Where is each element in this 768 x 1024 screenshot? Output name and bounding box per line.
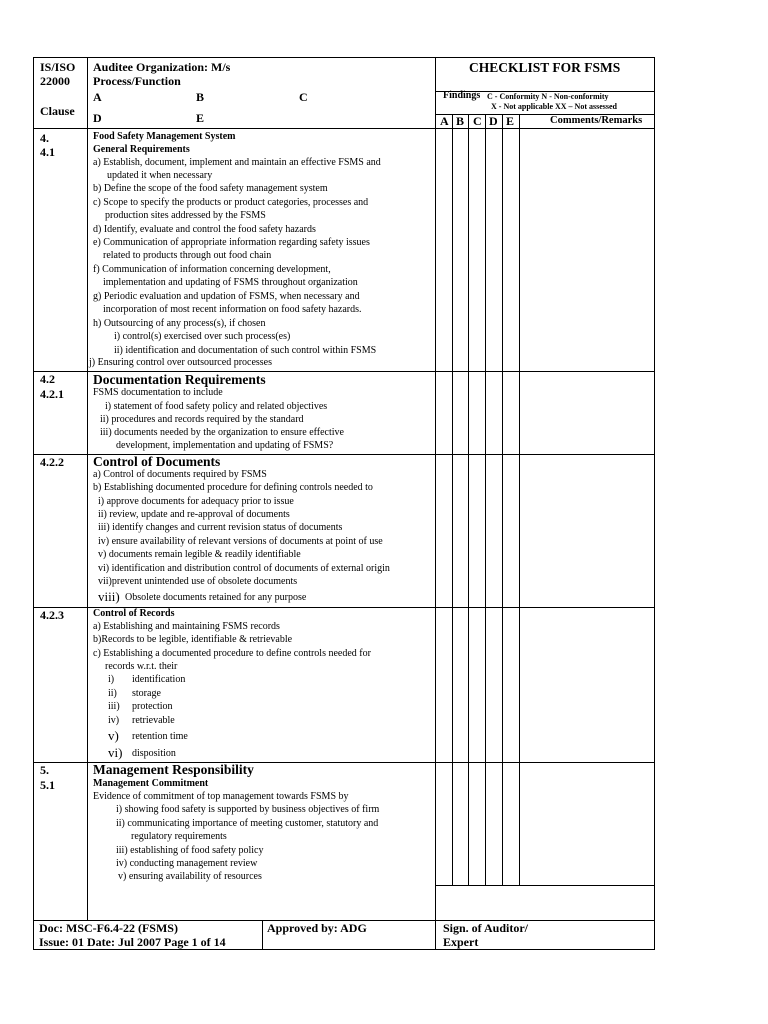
req-line: development, implementation and updating of FSMS? xyxy=(116,440,334,451)
req-line: records w.r.t. their xyxy=(105,661,178,672)
req-line: production sites addressed by the FSMS xyxy=(105,210,266,221)
req-line: Evidence of commitment of top management towards FSMS by xyxy=(93,791,349,802)
divider-grid-cd xyxy=(485,114,486,885)
req-line: c) Establishing a documented procedure to define controls needed for xyxy=(93,648,371,659)
section-title-documentation: Documentation Requirements xyxy=(93,372,266,387)
process-col-e: E xyxy=(196,111,205,125)
req-line: a) Establish, document, implement and maintain an effective FSMS and xyxy=(93,157,381,168)
req-line: g) Periodic evaluation and updation of FSMS, when necessary and xyxy=(93,291,360,302)
clause-4-2-2: 4.2.2 xyxy=(40,455,64,469)
req-line: e) Communication of appropriate information regarding safety issues xyxy=(93,237,370,248)
req-line: j) Ensuring control over outsourced processes xyxy=(89,357,273,368)
record-item-numeral: v) xyxy=(108,728,119,743)
divider-grid-ecomments xyxy=(519,114,520,885)
footer-approved: Approved by: ADG xyxy=(267,921,367,935)
req-line: b) Establishing documented procedure for defining controls needed to xyxy=(93,482,373,493)
record-item-numeral: i) xyxy=(108,674,115,685)
clause-label: Clause xyxy=(40,104,75,118)
clause-4-2-3: 4.2.3 xyxy=(40,608,64,622)
req-line: incorporation of most recent information on food safety hazards. xyxy=(103,304,362,315)
clause-4-2: 4.2 xyxy=(40,372,55,386)
process-col-a: A xyxy=(93,90,102,104)
footer-sign-1: Sign. of Auditor/ xyxy=(443,921,529,935)
checklist-sheet xyxy=(33,57,655,950)
req-line: ii) communicating importance of meeting customer, statutory and xyxy=(116,818,379,829)
clause-4-1: 4.1 xyxy=(40,145,55,159)
record-item-text: storage xyxy=(132,688,161,699)
record-item-text: protection xyxy=(132,701,173,712)
comments-header: Comments/Remarks xyxy=(550,115,643,126)
section-title-control-documents: Control of Documents xyxy=(93,454,221,469)
req-line: FSMS documentation to include xyxy=(93,387,223,398)
record-item-numeral: ii) xyxy=(108,688,117,699)
section-title-control-records: Control of Records xyxy=(93,608,175,619)
req-line: vi) identification and distribution control of documents of external origin xyxy=(98,563,390,574)
req-numeral-viii: viii) xyxy=(98,589,120,604)
record-item-numeral: iii) xyxy=(108,701,120,712)
section-subtitle-commitment: Management Commitment xyxy=(93,778,209,789)
record-item-numeral: iv) xyxy=(108,715,120,726)
req-line: v) documents remain legible & readily identifiable xyxy=(98,549,301,560)
rule-grid-bottom xyxy=(435,885,654,886)
divider-grid-ab xyxy=(452,114,453,885)
req-line: vii)prevent unintended use of obsolete documents xyxy=(98,576,298,587)
req-line: ii) identification and documentation of such control within FSMS xyxy=(114,345,377,356)
record-item-numeral: vi) xyxy=(108,745,123,760)
req-line: ii) procedures and records required by the standard xyxy=(100,414,304,425)
clause-4: 4. xyxy=(40,131,49,145)
findings-label: Findings xyxy=(443,90,481,101)
divider-grid-bc xyxy=(468,114,469,885)
clause-5: 5. xyxy=(40,763,49,777)
req-line: d) Identify, evaluate and control the food safety hazards xyxy=(93,224,316,235)
checklist-title: CHECKLIST FOR FSMS xyxy=(469,60,621,75)
req-line: b)Records to be legible, identifiable & retrievable xyxy=(93,634,293,645)
grid-header-d: D xyxy=(489,114,498,128)
grid-header-e: E xyxy=(506,114,515,128)
process-function: Process/Function xyxy=(93,74,181,88)
footer-sign-2: Expert xyxy=(443,935,479,949)
clause-5-1: 5.1 xyxy=(40,778,55,792)
rule-header-bottom xyxy=(34,128,654,129)
section-title-management: Management Responsibility xyxy=(93,762,254,777)
process-col-c: C xyxy=(299,90,308,104)
process-col-b: B xyxy=(196,90,205,104)
record-item-text: identification xyxy=(132,674,186,685)
section-title-fsms: Food Safety Management System xyxy=(93,131,236,142)
divider-grid-de xyxy=(502,114,503,885)
req-line: a) Control of documents required by FSMS xyxy=(93,469,267,480)
standard-line1: IS/ISO xyxy=(40,60,76,74)
divider-findings xyxy=(435,58,436,949)
req-line: iii) establishing of food safety policy xyxy=(116,845,264,856)
auditee-organization: Auditee Organization: M/s xyxy=(93,60,231,74)
section-subtitle-general: General Requirements xyxy=(93,144,190,155)
req-line: ii) review, update and re-approval of documents xyxy=(98,509,290,520)
grid-header-b: B xyxy=(456,114,465,128)
record-item-text: retrievable xyxy=(132,715,175,726)
footer-issue: Issue: 01 Date: Jul 2007 Page 1 of 14 xyxy=(39,935,226,949)
findings-legend-1: C - Conformity N - Non-conformity xyxy=(487,92,609,101)
footer-doc: Doc: MSC-F6.4-22 (FSMS) xyxy=(39,921,178,935)
req-line: a) Establishing and maintaining FSMS records xyxy=(93,621,280,632)
req-line: v) ensuring availability of resources xyxy=(118,871,262,882)
grid-header-a: A xyxy=(440,114,449,128)
req-line: implementation and updating of FSMS throughout organization xyxy=(103,277,358,288)
req-line: i) showing food safety is supported by business objectives of firm xyxy=(116,804,380,815)
req-line: i) statement of food safety policy and related objectives xyxy=(105,401,328,412)
clause-4-2-1: 4.2.1 xyxy=(40,387,64,401)
grid-header-c: C xyxy=(473,114,482,128)
req-line: f) Communication of information concerning development, xyxy=(93,264,331,275)
process-col-d: D xyxy=(93,111,102,125)
standard-line2: 22000 xyxy=(40,74,70,88)
req-line: iv) conducting management review xyxy=(116,858,258,869)
req-line: i) control(s) exercised over such process(es) xyxy=(114,331,291,342)
req-line: h) Outsourcing of any process(s), if chosen xyxy=(93,318,266,329)
req-line: updated it when necessary xyxy=(107,170,213,181)
req-line: iv) ensure availability of relevant versions of documents at point of use xyxy=(98,536,383,547)
divider-clause xyxy=(87,58,88,920)
divider-footer-mid xyxy=(262,920,263,949)
req-line: c) Scope to specify the products or product categories, processes and xyxy=(93,197,369,208)
req-line: i) approve documents for adequacy prior to issue xyxy=(98,496,294,507)
req-line: iii) documents needed by the organization to ensure effective xyxy=(100,427,344,438)
record-item-text: retention time xyxy=(132,731,188,742)
req-line: iii) identify changes and current revision status of documents xyxy=(98,522,343,533)
req-line: related to products through out food chain xyxy=(103,250,272,261)
req-line: regulatory requirements xyxy=(131,831,227,842)
req-line: b) Define the scope of the food safety management system xyxy=(93,183,328,194)
req-line: Obsolete documents retained for any purpose xyxy=(125,592,307,603)
record-item-text: disposition xyxy=(132,748,176,759)
findings-legend-2: X - Not applicable XX – Not assessed xyxy=(491,102,617,111)
